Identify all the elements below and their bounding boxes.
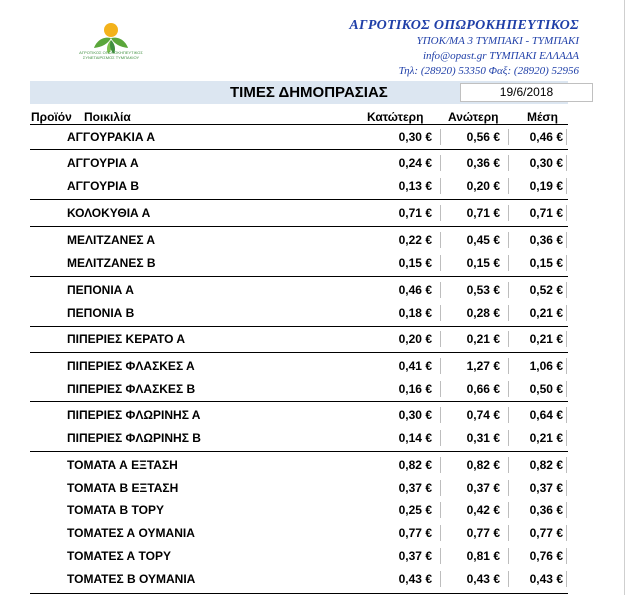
cell-separator — [440, 178, 441, 194]
avg-price: 0,21 € — [529, 431, 563, 445]
high-price: 0,56 € — [466, 130, 500, 144]
cell-separator — [508, 178, 509, 194]
cell-separator — [566, 480, 567, 496]
product-name: ΠΙΠΕΡΙΕΣ ΦΛΑΣΚΕΣ Α — [67, 359, 195, 373]
group-divider — [30, 451, 568, 452]
product-name: ΜΕΛΙΤΖΑΝΕΣ Β — [67, 256, 156, 270]
group-divider — [30, 226, 568, 227]
cell-separator — [508, 548, 509, 564]
cell-separator — [508, 502, 509, 518]
cell-separator — [440, 358, 441, 374]
product-name: ΤΟΜΑΤΑ Α ΕΞΤΑΣΗ — [67, 458, 178, 472]
low-price: 0,13 € — [398, 179, 432, 193]
column-header-variety: Ποικιλία — [84, 110, 131, 124]
cell-separator — [440, 548, 441, 564]
product-name: ΤΟΜΑΤΕΣ Α ΤΟΡΥ — [67, 549, 171, 563]
cell-separator — [566, 430, 567, 446]
product-name: ΤΟΜΑΤΕΣ Α ΟΥΜΑΝΙΑ — [67, 526, 195, 540]
table-row — [0, 455, 633, 475]
group-divider — [30, 401, 568, 402]
avg-price: 0,21 € — [529, 332, 563, 346]
product-name: ΠΙΠΕΡΙΕΣ ΚΕΡΑΤΟ Α — [67, 332, 186, 346]
table-row — [0, 356, 633, 376]
cell-separator — [440, 407, 441, 423]
cell-separator — [566, 232, 567, 248]
table-row — [0, 203, 633, 223]
avg-price: 0,36 € — [529, 233, 563, 247]
high-price: 0,74 € — [466, 408, 500, 422]
cell-separator — [566, 305, 567, 321]
high-price: 0,81 € — [466, 549, 500, 563]
table-row — [0, 428, 633, 448]
table-row — [0, 405, 633, 425]
cell-separator — [508, 282, 509, 298]
cell-separator — [566, 282, 567, 298]
low-price: 0,82 € — [398, 458, 432, 472]
high-price: 0,77 € — [466, 526, 500, 540]
avg-price: 0,82 € — [529, 458, 563, 472]
low-price: 0,30 € — [398, 130, 432, 144]
high-price: 0,21 € — [466, 332, 500, 346]
low-price: 0,41 € — [398, 359, 432, 373]
table-row — [0, 253, 633, 273]
cell-separator — [440, 205, 441, 221]
cell-separator — [440, 525, 441, 541]
product-name: ΤΟΜΑΤΑ Β ΕΞΤΑΣΗ — [67, 481, 179, 495]
cell-separator — [508, 457, 509, 473]
cell-separator — [440, 381, 441, 397]
cell-separator — [508, 525, 509, 541]
cell-separator — [508, 430, 509, 446]
high-price: 0,45 € — [466, 233, 500, 247]
cell-separator — [566, 358, 567, 374]
product-name: ΑΓΓΟΥΡΙΑ Β — [67, 179, 140, 193]
group-divider — [30, 149, 568, 150]
avg-price: 0,50 € — [529, 382, 563, 396]
cell-separator — [566, 331, 567, 347]
cell-separator — [440, 430, 441, 446]
table-row — [0, 127, 633, 147]
avg-price: 0,30 € — [529, 156, 563, 170]
high-price: 0,71 € — [466, 206, 500, 220]
high-price: 0,82 € — [466, 458, 500, 472]
cell-separator — [566, 155, 567, 171]
low-price: 0,18 € — [398, 306, 432, 320]
cell-separator — [508, 129, 509, 145]
table-row — [0, 379, 633, 399]
cell-separator — [508, 155, 509, 171]
product-name: ΠΕΠΟΝΙΑ Α — [67, 283, 134, 297]
cell-separator — [508, 331, 509, 347]
cell-separator — [508, 205, 509, 221]
cell-separator — [508, 480, 509, 496]
low-price: 0,71 € — [398, 206, 432, 220]
table-row — [0, 303, 633, 323]
cell-separator — [508, 407, 509, 423]
low-price: 0,16 € — [398, 382, 432, 396]
avg-price: 0,52 € — [529, 283, 563, 297]
low-price: 0,30 € — [398, 408, 432, 422]
product-name: ΠΙΠΕΡΙΕΣ ΦΛΩΡΙΝΗΣ Α — [67, 408, 201, 422]
table-row — [0, 478, 633, 498]
company-name: ΑΓΡΟΤΙΚΟΣ ΟΠΩΡΟΚΗΠΕΥΤΙΚΟΣ — [349, 18, 579, 33]
cell-separator — [566, 178, 567, 194]
table-row — [0, 546, 633, 566]
header-divider — [30, 124, 568, 125]
logo-caption: ΑΓΡΟΤΙΚΟΣ ΟΠΩΡΟΚΗΠΕΥΤΙΚΟΣ ΣΥΝΕΤΑΙΡΙΣΜΟΣ ΤΥΜΠΑΚΙΟΥ — [79, 50, 143, 60]
avg-price: 0,15 € — [529, 256, 563, 270]
cell-separator — [566, 548, 567, 564]
avg-price: 0,36 € — [529, 503, 563, 517]
page-title: ΤΙΜΕΣ ΔΗΜΟΠΡΑΣΙΑΣ — [230, 84, 388, 101]
cell-separator — [508, 358, 509, 374]
group-divider — [30, 352, 568, 353]
low-price: 0,24 € — [398, 156, 432, 170]
cell-separator — [566, 502, 567, 518]
high-price: 0,43 € — [466, 572, 500, 586]
cell-separator — [440, 502, 441, 518]
column-header-low: Κατώτερη — [367, 110, 424, 124]
avg-price: 0,77 € — [529, 526, 563, 540]
cell-separator — [440, 129, 441, 145]
product-name: ΑΓΓΟΥΡΙΑ Α — [67, 156, 139, 170]
product-name: ΠΙΠΕΡΙΕΣ ΦΛΩΡΙΝΗΣ Β — [67, 431, 201, 445]
avg-price: 0,43 € — [529, 572, 563, 586]
column-header-avg: Μέση — [527, 110, 558, 124]
cell-separator — [566, 255, 567, 271]
low-price: 0,37 € — [398, 549, 432, 563]
low-price: 0,25 € — [398, 503, 432, 517]
company-phone: Τηλ: (28920) 53350 Φαξ: (28920) 52956 — [398, 65, 579, 77]
product-name: ΚΟΛΟΚΥΘΙΑ Α — [67, 206, 151, 220]
table-row — [0, 500, 633, 520]
high-price: 0,15 € — [466, 256, 500, 270]
low-price: 0,46 € — [398, 283, 432, 297]
product-name: ΠΕΠΟΝΙΑ Β — [67, 306, 135, 320]
product-name: ΜΕΛΙΤΖΑΝΕΣ Α — [67, 233, 156, 247]
cell-separator — [508, 381, 509, 397]
cell-separator — [508, 232, 509, 248]
high-price: 0,66 € — [466, 382, 500, 396]
cell-separator — [508, 571, 509, 587]
high-price: 1,27 € — [466, 359, 500, 373]
title-bar — [30, 81, 568, 104]
avg-price: 0,46 € — [529, 130, 563, 144]
avg-price: 0,19 € — [529, 179, 563, 193]
high-price: 0,37 € — [466, 481, 500, 495]
low-price: 0,20 € — [398, 332, 432, 346]
low-price: 0,77 € — [398, 526, 432, 540]
company-email: info@opast.gr ΤΥΜΠΑΚΙ ΕΛΛΑΔΑ — [422, 50, 579, 62]
product-name: ΑΓΓΟΥΡΑΚΙΑ Α — [67, 130, 156, 144]
avg-price: 1,06 € — [529, 359, 563, 373]
company-info — [349, 18, 579, 79]
group-divider — [30, 326, 568, 327]
cell-separator — [566, 407, 567, 423]
cell-separator — [508, 305, 509, 321]
product-name: ΠΙΠΕΡΙΕΣ ΦΛΑΣΚΕΣ Β — [67, 382, 196, 396]
group-divider — [30, 593, 568, 594]
avg-price: 0,76 € — [529, 549, 563, 563]
avg-price: 0,37 € — [529, 481, 563, 495]
product-name: ΤΟΜΑΤΑ Β ΤΟΡΥ — [67, 503, 165, 517]
avg-price: 0,64 € — [529, 408, 563, 422]
high-price: 0,20 € — [466, 179, 500, 193]
table-row — [0, 230, 633, 250]
avg-price: 0,71 € — [529, 206, 563, 220]
table-row — [0, 280, 633, 300]
table-row — [0, 329, 633, 349]
high-price: 0,53 € — [466, 283, 500, 297]
auction-date: 19/6/2018 — [460, 83, 593, 102]
high-price: 0,31 € — [466, 431, 500, 445]
low-price: 0,37 € — [398, 481, 432, 495]
table-row — [0, 523, 633, 543]
cell-separator — [508, 255, 509, 271]
table-row — [0, 153, 633, 173]
low-price: 0,14 € — [398, 431, 432, 445]
low-price: 0,22 € — [398, 233, 432, 247]
column-header-high: Ανώτερη — [448, 110, 499, 124]
cell-separator — [440, 305, 441, 321]
table-row — [0, 176, 633, 196]
cell-separator — [440, 232, 441, 248]
cell-separator — [440, 331, 441, 347]
cell-separator — [566, 525, 567, 541]
low-price: 0,15 € — [398, 256, 432, 270]
column-header-product: Προϊόν — [31, 110, 72, 124]
company-address: ΥΠΟΚ/ΜΑ 3 ΤΥΜΠΑΚΙ - ΤΥΜΠΑΚΙ — [416, 35, 579, 47]
cell-separator — [566, 457, 567, 473]
avg-price: 0,21 € — [529, 306, 563, 320]
cell-separator — [440, 255, 441, 271]
cell-separator — [566, 381, 567, 397]
cell-separator — [440, 155, 441, 171]
group-divider — [30, 276, 568, 277]
low-price: 0,43 € — [398, 572, 432, 586]
cell-separator — [566, 571, 567, 587]
product-name: ΤΟΜΑΤΕΣ Β ΟΥΜΑΝΙΑ — [67, 572, 196, 586]
table-row — [0, 569, 633, 589]
high-price: 0,28 € — [466, 306, 500, 320]
high-price: 0,42 € — [466, 503, 500, 517]
group-divider — [30, 199, 568, 200]
cell-separator — [440, 457, 441, 473]
cell-separator — [566, 129, 567, 145]
cell-separator — [566, 205, 567, 221]
cell-separator — [440, 480, 441, 496]
high-price: 0,36 € — [466, 156, 500, 170]
cell-separator — [440, 282, 441, 298]
cell-separator — [440, 571, 441, 587]
